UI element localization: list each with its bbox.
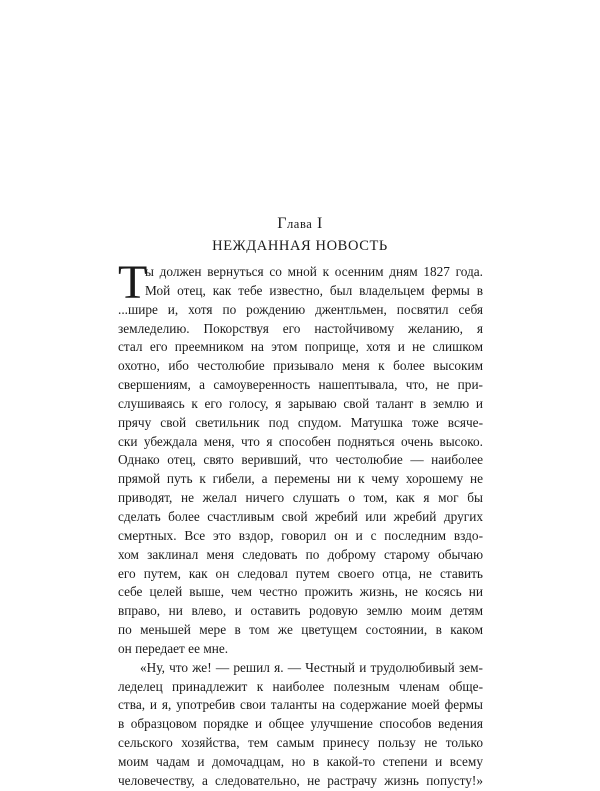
text-line: в образцовом порядке и общее улучшение способов ведения — [118, 716, 483, 732]
text-line: смертных. Все это вздор, говорил он и с последним вздо- — [118, 527, 483, 543]
text-line: ы должен вернуться со мной к осенним дням 1827 года. — [145, 264, 483, 279]
text-line: Однако отец, свято веривший, что честолюбие — наиболее — [118, 452, 483, 468]
text-line: сельского хозяйства, тем самым принесу пользу не только — [118, 735, 483, 751]
text-line: слушиваясь к его голосу, я зарываю свой талант в землю и — [118, 395, 483, 411]
text-line: сделать более счастливым свой жребий или жребий других — [118, 508, 483, 524]
text-line: он передает ее мне. — [118, 640, 229, 656]
chapter-label-rest: лава — [286, 217, 313, 231]
chapter-label-first: Г — [277, 215, 287, 232]
text-line: Мой отец, как тебе известно, был владельцем фермы в — [145, 282, 483, 298]
text-line: моим чадам и домочадцам, но в какой-то степени и всему — [118, 753, 483, 769]
text-line: стал его преемником на этом поприще, хотя и не слишком — [118, 339, 483, 355]
text-line: охотно, ибо честолюбие призывало меня к более высоким — [118, 358, 483, 374]
chapter-body — [118, 256, 483, 791]
chapter-heading — [0, 215, 600, 233]
text-line: хом заклинал меня следовать по доброму старому обычаю — [118, 546, 483, 562]
text-line: человечеству, а следовательно, не растрачу жизнь попусту!» — [118, 772, 483, 788]
text-line: прямой путь к гибели, а перемены ни к чему хорошему не — [118, 471, 483, 487]
text-line: «Ну, что же! — решил я. — Честный и трудолюбивый зем- — [140, 659, 483, 675]
text-line: леделец принадлежит к наиболее полезным членам обще- — [118, 678, 483, 694]
text-line: ...шире и, хотя по рождению джентльмен, посвятил себя — [118, 301, 483, 317]
text-line: вправо, ни влево, и оставить родовую землю моим детям — [118, 603, 483, 619]
chapter-title: НЕЖДАННАЯ НОВОСТЬ — [212, 238, 388, 254]
chapter-number: I — [316, 215, 323, 232]
drop-cap: Т — [118, 256, 148, 309]
text-line: себе целей выше, чем честно прожить жизнь, не косясь ни — [118, 584, 483, 600]
text-line: его путем, как он следовал путем своего отца, не ставить — [118, 565, 483, 581]
text-lines — [118, 256, 483, 791]
text-line: приводят, не желал ничего слушать о том, как я мог бы — [118, 490, 483, 506]
text-line: по меньшей мере в том же цветущем состоянии, в каком — [118, 622, 483, 638]
text-line: прячу свой светильник под спудом. Матушка тоже всяче- — [118, 414, 483, 430]
text-line: ски убеждала меня, что я способен подняться очень высоко. — [118, 433, 483, 449]
text-line: свершениям, а самоуверенность нашептывала, что, не при- — [118, 377, 483, 393]
text-line: ства, и я, употребив свои таланты на содержание моей фермы — [118, 697, 483, 713]
text-line: земледелию. Покорствуя его настойчивому желанию, я — [118, 320, 483, 336]
